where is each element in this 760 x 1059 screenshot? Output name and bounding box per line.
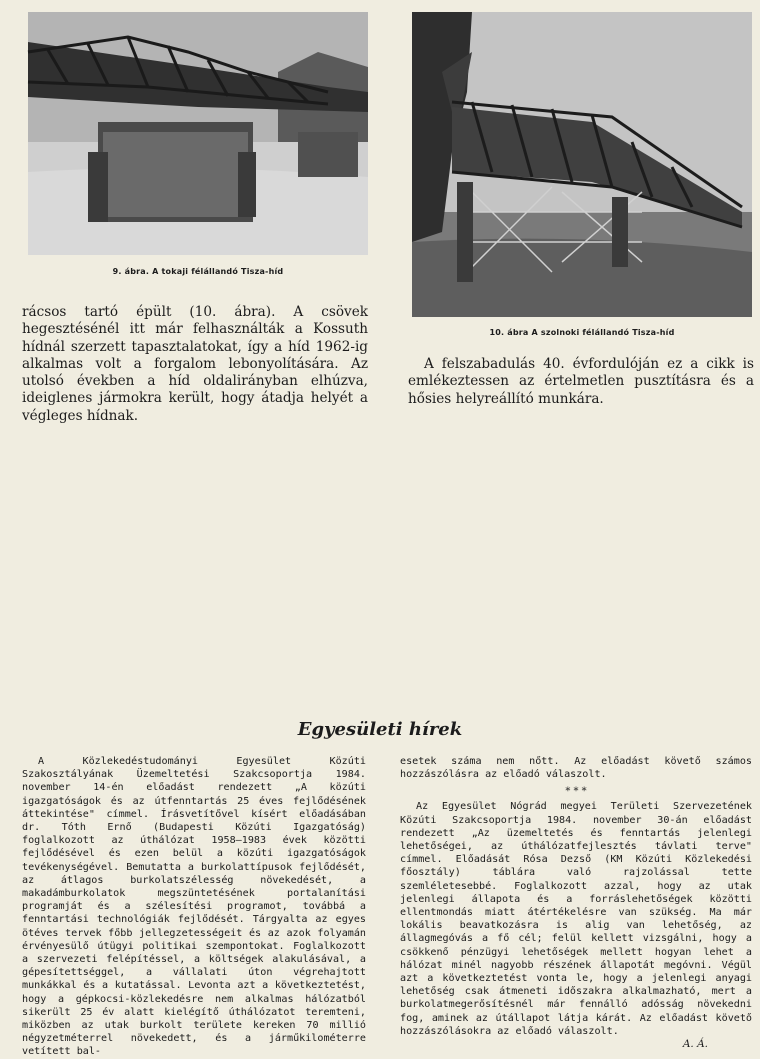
signature: A. Á. (682, 1038, 708, 1051)
bridge-photo-tokaj (28, 12, 368, 255)
figure-9-caption: 9. ábra. A tokaji félállandó Tisza-híd (112, 267, 284, 276)
figure-10-photo (412, 12, 752, 317)
bridge-photo-szolnok (412, 12, 752, 317)
article-paragraph-right: A felszabadulás 40. évfordulóján ez a cikk is emlékeztessen az értelmetlen pusztításra és a hősies helyreállító munkára. (408, 356, 754, 407)
figure-10-caption: 10. ábra A szolnoki félállandó Tisza-híd (489, 328, 675, 337)
article-paragraph-left: rácsos tartó épült (10. ábra). A csövek hegesztésénél itt már felhasználták a Kossuth hídnál szerzett tapasztalatokat, így a híd 1962-ig alkalmas volt a forgalom lebonyolítására. Az utolsó években a híd oldalirányban elhúzva, ideiglenes jármokra került, hogy átadja helyét a végleges hídnak. (22, 304, 368, 424)
news-item-left: A Közlekedéstudományi Egyesület Közúti Szakosztályának Üzemeltetési Szakcsoportja 1984. november 14-én előadást rendezett „A közúti igazgatóságok és az útfenntartás 25 éves fejlődésének áttekintése" címmel. Írásvetítővel kísért előadásában dr. Tóth Ernő (Budapesti Közúti Igazgatóság) foglalkozott az úthálózat 1958—1983 évek közötti fejlődésével és ezen belül a közúti igazgatóságok tevékenységével. Bemutatta a burkolattípusok fejlődését, az átlagos burkolatszélesség növekedését, a makadámburkolatok megszüntetésének portalanítási programját és a szélesítési programot, továbbá a fenntartási technológiák fejlődését. Tárgyalta az egyes ötéves tervek főbb jellegzetességeit és az azok folyamán érvényesülő útügyi politikai szempontokat. Foglalkozott a szervezeti felépítéssel, a költségek alakulásával, a gépesítettséggel, a vállalati úton végrehajtott munkákkal és a kutatással. Levonta azt a következtetést, hogy a gépkocsi-közlekedésre nem alkalmas hálózatból sikerült 25 év alatt kielégítő úthálózatot teremteni, miközben az utak burkolt területe kereken 70 millió négyzetméterrel növekedett, és a járműkilométerre vetített bal- (22, 756, 366, 1058)
figure-9-photo (28, 12, 368, 255)
news-item-right-continued: esetek száma nem nőtt. Az előadást követő számos hozzászólásra az előadó válaszolt. (400, 756, 752, 781)
separator-stars: * * * (565, 786, 587, 798)
news-column-right (400, 755, 752, 1050)
news-item-nograd: Az Egyesület Nógrád megyei Területi Szervezetének Közúti Szakcsoportja 1984. november 30-án előadást rendezett „Az üzemeltetés és fenntartás jelenlegi lehetőségei, az úthálózatfejlesztés távlati terve" címmel. Előadását Rósa Dezső (KM Közúti Közlekedési főosztály) táblára való rajzolással tette szemléletesebbé. Foglalkozott azzal, hogy az utak jelenlegi állapota és a forráslehetőségek közötti ellentmondás miatt átértékelésre van szükség. Ma már lokális beavatkozásra is alig van lehetőség, az állagmegóvás a fő cél; felül kellett vizsgálni, hogy a csökkenő pénzügyi lehetőségek mellett hogyan lehet a hálózat minél nagyobb részének állapotát megóvni. Végül azt a következtetést vonta le, hogy a jelenlegi anyagi lehetőség csak átmeneti időszakra alkalmazható, mert a burkolatmegerősítésnél már fennálló adósság növekedni fog, aminek az útállapot látja kárát. Az előadást követő hozzászólásokra az előadó válaszolt. (400, 801, 752, 1037)
section-title: Egyesületi hírek (297, 719, 463, 740)
